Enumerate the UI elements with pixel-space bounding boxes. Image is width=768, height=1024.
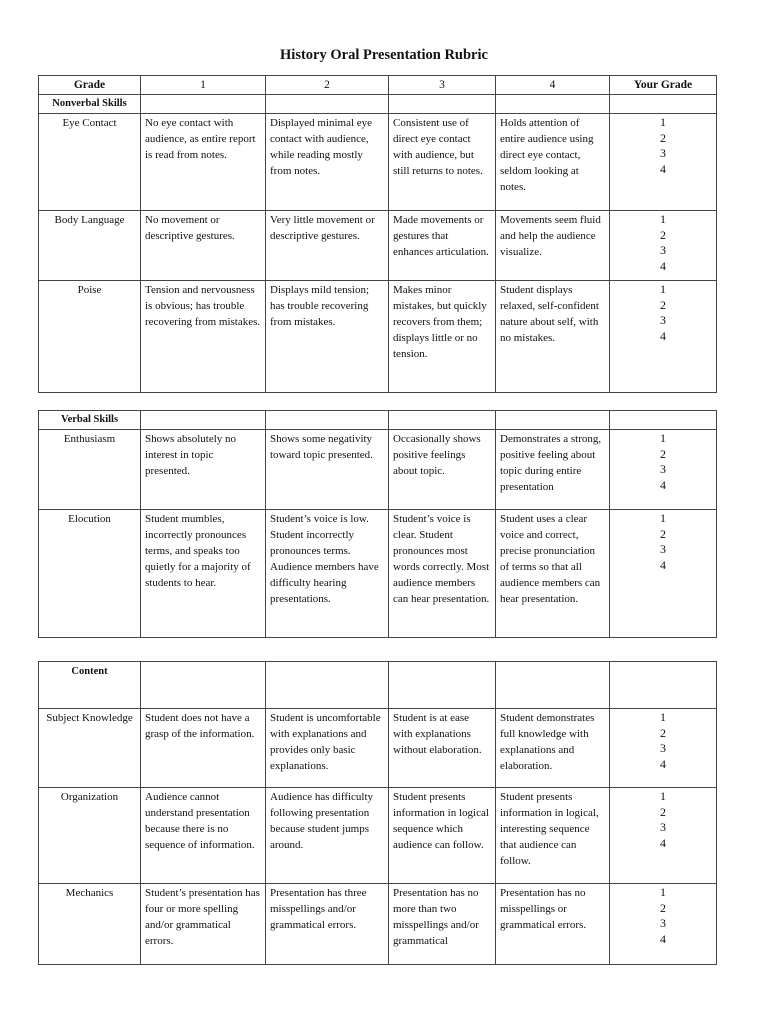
grade-options[interactable]	[610, 510, 717, 638]
descriptor-1: Student’s presentation has four or more spelling and/or grammatical errors.	[141, 884, 266, 965]
criterion-label: Body Language	[39, 211, 141, 281]
grade-option[interactable]: 3	[660, 916, 666, 930]
descriptor-2: Displayed minimal eye contact with audience, while reading mostly from notes.	[266, 114, 389, 211]
descriptor-4: Demonstrates a strong, positive feeling about topic during entire presentation	[496, 430, 610, 510]
criterion-label: Mechanics	[39, 884, 141, 965]
grade-option[interactable]: 3	[660, 462, 666, 476]
criterion-label: Subject Knowledge	[39, 709, 141, 788]
table-row	[39, 114, 717, 211]
header-grade: Grade	[39, 76, 141, 95]
grade-option[interactable]: 1	[660, 710, 666, 724]
descriptor-3: Student’s voice is clear. Student pronounces most words correctly. Most audience members can hear presentation.	[389, 510, 496, 638]
page-title: History Oral Presentation Rubric	[280, 47, 488, 63]
grade-options[interactable]	[610, 709, 717, 788]
criterion-label: Organization	[39, 788, 141, 884]
descriptor-3: Student is at ease with explanations without elaboration.	[389, 709, 496, 788]
criterion-label: Poise	[39, 281, 141, 393]
grade-option[interactable]: 2	[660, 725, 666, 740]
grade-option[interactable]: 2	[660, 130, 666, 145]
table-row	[39, 788, 717, 884]
header-level-1: 1	[141, 76, 266, 95]
descriptor-1: Shows absolutely no interest in topic presented.	[141, 430, 266, 510]
grade-option[interactable]: 2	[660, 526, 666, 541]
rubric-table-content	[38, 661, 717, 965]
grade-option[interactable]: 4	[660, 557, 666, 572]
descriptor-2: Presentation has three misspellings and/or grammatical errors.	[266, 884, 389, 965]
grade-option[interactable]: 2	[660, 804, 666, 819]
criterion-label: Eye Contact	[39, 114, 141, 211]
descriptor-4: Student uses a clear voice and correct, precise pronunciation of terms so that all audience members can hear presentation.	[496, 510, 610, 638]
descriptor-1: Tension and nervousness is obvious; has trouble recovering from mistakes.	[141, 281, 266, 393]
descriptor-3: Makes minor mistakes, but quickly recovers from them; displays little or no tension.	[389, 281, 496, 393]
grade-options[interactable]	[610, 211, 717, 281]
grade-option[interactable]: 4	[660, 835, 666, 850]
grade-options[interactable]	[610, 884, 717, 965]
table-row	[39, 709, 717, 788]
grade-option[interactable]: 2	[660, 446, 666, 461]
grade-option[interactable]: 1	[660, 511, 666, 525]
rubric-table-verbal	[38, 410, 717, 638]
descriptor-4: Student displays relaxed, self-confident nature about self, with no mistakes.	[496, 281, 610, 393]
descriptor-4: Holds attention of entire audience using direct eye contact, seldom looking at notes.	[496, 114, 610, 211]
section-title: Nonverbal Skills	[39, 95, 141, 114]
grade-option[interactable]: 4	[660, 328, 666, 343]
section-row	[39, 411, 717, 430]
descriptor-3: Student presents information in logical sequence which audience can follow.	[389, 788, 496, 884]
grade-option[interactable]: 3	[660, 820, 666, 834]
descriptor-4: Movements seem fluid and help the audience visualize.	[496, 211, 610, 281]
grade-option[interactable]: 2	[660, 297, 666, 312]
grade-option[interactable]: 1	[660, 282, 666, 296]
rubric-table-nonverbal	[38, 75, 717, 393]
grade-option[interactable]: 2	[660, 900, 666, 915]
grade-options[interactable]	[610, 430, 717, 510]
grade-option[interactable]: 1	[660, 789, 666, 803]
criterion-label: Enthusiasm	[39, 430, 141, 510]
table-row	[39, 510, 717, 638]
descriptor-1: Student mumbles, incorrectly pronounces terms, and speaks too quietly for a majority of students to hear.	[141, 510, 266, 638]
grade-option[interactable]: 4	[660, 477, 666, 492]
descriptor-1: Student does not have a grasp of the information.	[141, 709, 266, 788]
descriptor-3: Presentation has no more than two misspellings and/or grammatical	[389, 884, 496, 965]
header-your-grade: Your Grade	[610, 76, 717, 95]
grade-option[interactable]: 2	[660, 227, 666, 242]
header-level-4: 4	[496, 76, 610, 95]
table-row	[39, 211, 717, 281]
criterion-label: Elocution	[39, 510, 141, 638]
descriptor-2: Student’s voice is low. Student incorrectly pronounces terms. Audience members have difficulty hearing presentations.	[266, 510, 389, 638]
descriptor-2: Audience has difficulty following presentation because student jumps around.	[266, 788, 389, 884]
descriptor-4: Student presents information in logical, interesting sequence that audience can follow.	[496, 788, 610, 884]
descriptor-1: No movement or descriptive gestures.	[141, 211, 266, 281]
table-row	[39, 281, 717, 393]
section-title: Verbal Skills	[39, 411, 141, 430]
section-title: Content	[39, 662, 141, 709]
grade-option[interactable]: 3	[660, 243, 666, 257]
descriptor-4: Student demonstrates full knowledge with explanations and elaboration.	[496, 709, 610, 788]
grade-option[interactable]: 1	[660, 212, 666, 226]
grade-option[interactable]: 3	[660, 146, 666, 160]
table-row	[39, 884, 717, 965]
grade-option[interactable]: 1	[660, 885, 666, 899]
descriptor-2: Displays mild tension; has trouble recovering from mistakes.	[266, 281, 389, 393]
grade-options[interactable]	[610, 788, 717, 884]
descriptor-3: Made movements or gestures that enhances articulation.	[389, 211, 496, 281]
grade-option[interactable]: 3	[660, 542, 666, 556]
descriptor-1: Audience cannot understand presentation because there is no sequence of information.	[141, 788, 266, 884]
grade-option[interactable]: 4	[660, 258, 666, 273]
descriptor-4: Presentation has no misspellings or grammatical errors.	[496, 884, 610, 965]
grade-option[interactable]: 3	[660, 741, 666, 755]
grade-options[interactable]	[610, 114, 717, 211]
grade-option[interactable]: 4	[660, 756, 666, 771]
header-level-2: 2	[266, 76, 389, 95]
descriptor-1: No eye contact with audience, as entire report is read from notes.	[141, 114, 266, 211]
table-row	[39, 430, 717, 510]
descriptor-2: Shows some negativity toward topic presented.	[266, 430, 389, 510]
descriptor-2: Very little movement or descriptive gestures.	[266, 211, 389, 281]
section-row	[39, 95, 717, 114]
header-level-3: 3	[389, 76, 496, 95]
grade-option[interactable]: 4	[660, 161, 666, 176]
grade-option[interactable]: 1	[660, 431, 666, 445]
header-row	[39, 76, 717, 95]
descriptor-2: Student is uncomfortable with explanations and provides only basic explanations.	[266, 709, 389, 788]
descriptor-3: Consistent use of direct eye contact with audience, but still returns to notes.	[389, 114, 496, 211]
section-row	[39, 662, 717, 709]
grade-option[interactable]: 1	[660, 115, 666, 129]
grade-options[interactable]	[610, 281, 717, 393]
grade-option[interactable]: 4	[660, 931, 666, 946]
descriptor-3: Occasionally shows positive feelings about topic.	[389, 430, 496, 510]
grade-option[interactable]: 3	[660, 313, 666, 327]
